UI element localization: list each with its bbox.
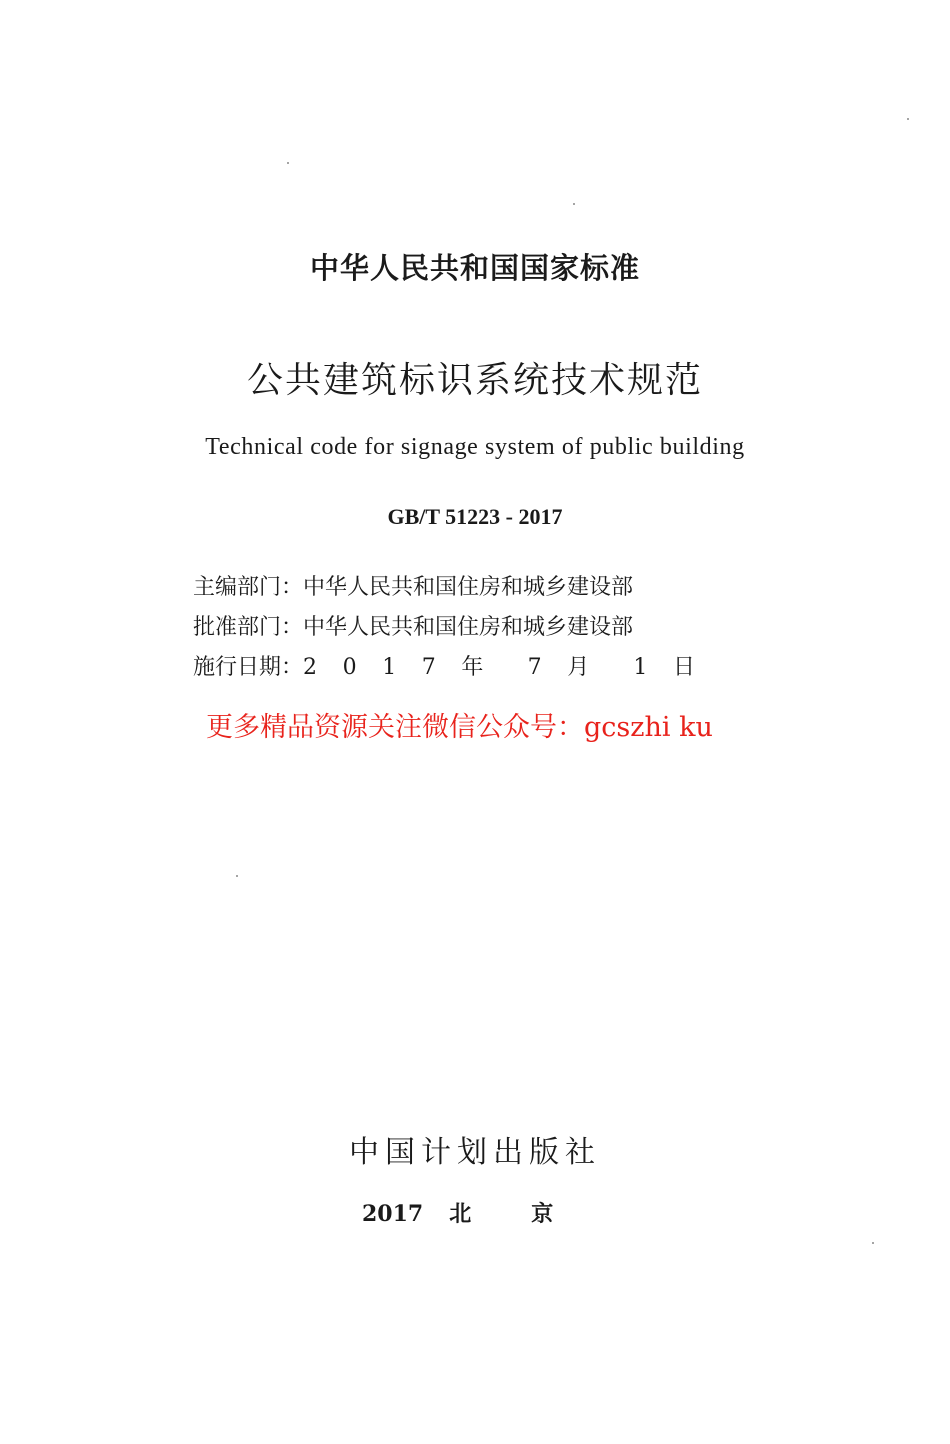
publication-year: 2017 [362,1201,424,1227]
publication-city: 北 京 [449,1201,554,1227]
effective-date-label: 施行日期： [193,655,304,680]
standard-code: GB/T 51223 - 2017 [387,504,563,529]
standard-series-heading: 中华人民共和国国家标准 [309,251,640,285]
approval-label: 批准部门： [193,615,304,640]
effective-date-row [193,650,695,681]
scan-speck [872,1242,874,1244]
chief-editor-label: 主编部门： [193,575,304,600]
approval-value: 中华人民共和国住房和城乡建设部 [303,615,634,640]
chief-editor-row [193,570,633,601]
effective-date-value: 2 0 1 7 年 7 月 1 日 [303,655,696,680]
document-title-english: Technical code for signage system of public building [205,434,745,460]
approval-row [193,610,633,641]
scan-speck [236,875,238,877]
publication-info [362,1197,553,1228]
publisher-name: 中国计划出版社 [349,1135,601,1170]
promo-watermark-text: 更多精品资源关注微信公众号：gcszhi ku [206,712,713,743]
chief-editor-value: 中华人民共和国住房和城乡建设部 [303,575,634,600]
document-title-chinese: 公共建筑标识系统技术规范 [246,360,703,401]
scan-speck [907,118,909,120]
scan-speck [573,203,575,205]
scan-speck [287,162,289,164]
